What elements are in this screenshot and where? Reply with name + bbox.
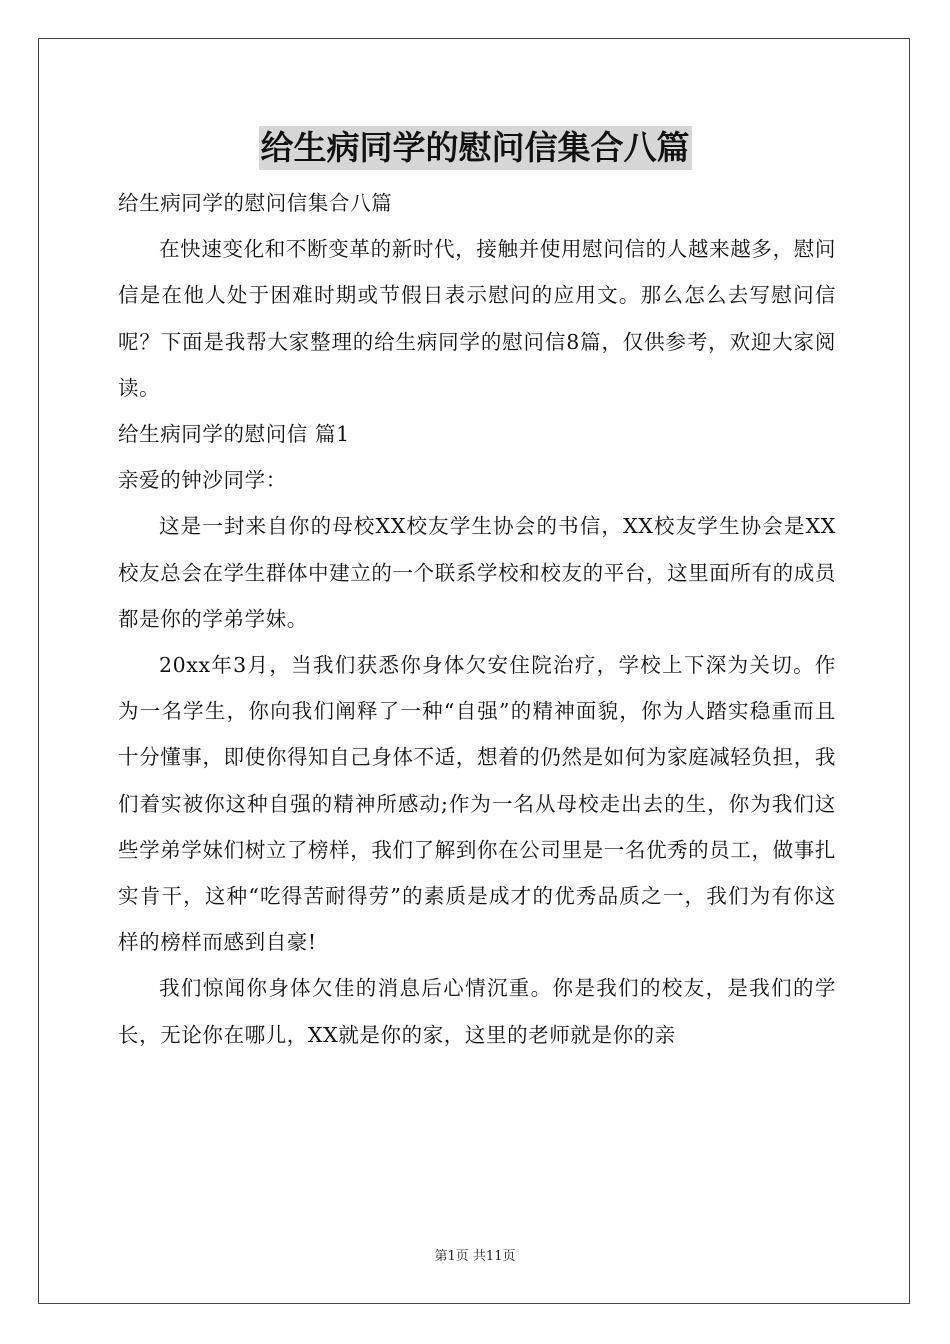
letter-paragraph: 20xx年3月，当我们获悉你身体欠安住院治疗，学校上下深为关切。作为一名学生，你向我们阐释了一种“自强”的精神面貌，你为人踏实稳重而且十分懂事，即使你得知自己身体不适，想着的仍然是如何为家庭减轻负担，我们着实被你这种自强的精神所感动;作为一名从母校走出去的生，你为我们这些学弟学妹们树立了榜样，我们了解到你在公司里是一名优秀的员工，做事扎实肯干，这种“吃得苦耐得劳”的素质是成才的优秀品质之一，我们为有你这样的榜样而感到自豪! [118,653,836,955]
letter-paragraph: 这是一封来自你的母校XX校友学生协会的书信，XX校友学生协会是XX校友总会在学生群体中建立的一个联系学校和校友的平台，这里面所有的成员都是你的学弟学妹。 [118,514,836,631]
document-title-text: 给生病同学的慰问信集合八篇 [259,126,692,170]
section-heading: 给生病同学的慰问信 篇1 [118,422,350,447]
page-footer: 第1页 共11页 [434,1249,516,1264]
document-body [118,180,836,1058]
subtitle-line: 给生病同学的慰问信集合八篇 [118,191,393,215]
salutation: 亲爱的钟沙同学： [118,468,287,493]
intro-paragraph: 在快速变化和不断变革的新时代，接触并使用慰问信的人越来越多，慰问信是在他人处于困难时期或节假日表示慰问的应用文。那么怎么去写慰问信呢？下面是我帮大家整理的给生病同学的慰问信8篇，仅供参考，欢迎大家阅读。 [118,237,836,400]
document-title [0,126,950,170]
letter-paragraph: 我们惊闻你身体欠佳的消息后心情沉重。你是我们的校友，是我们的学长，无论你在哪儿，XX就是你的家，这里的老师就是你的亲 [118,976,836,1047]
